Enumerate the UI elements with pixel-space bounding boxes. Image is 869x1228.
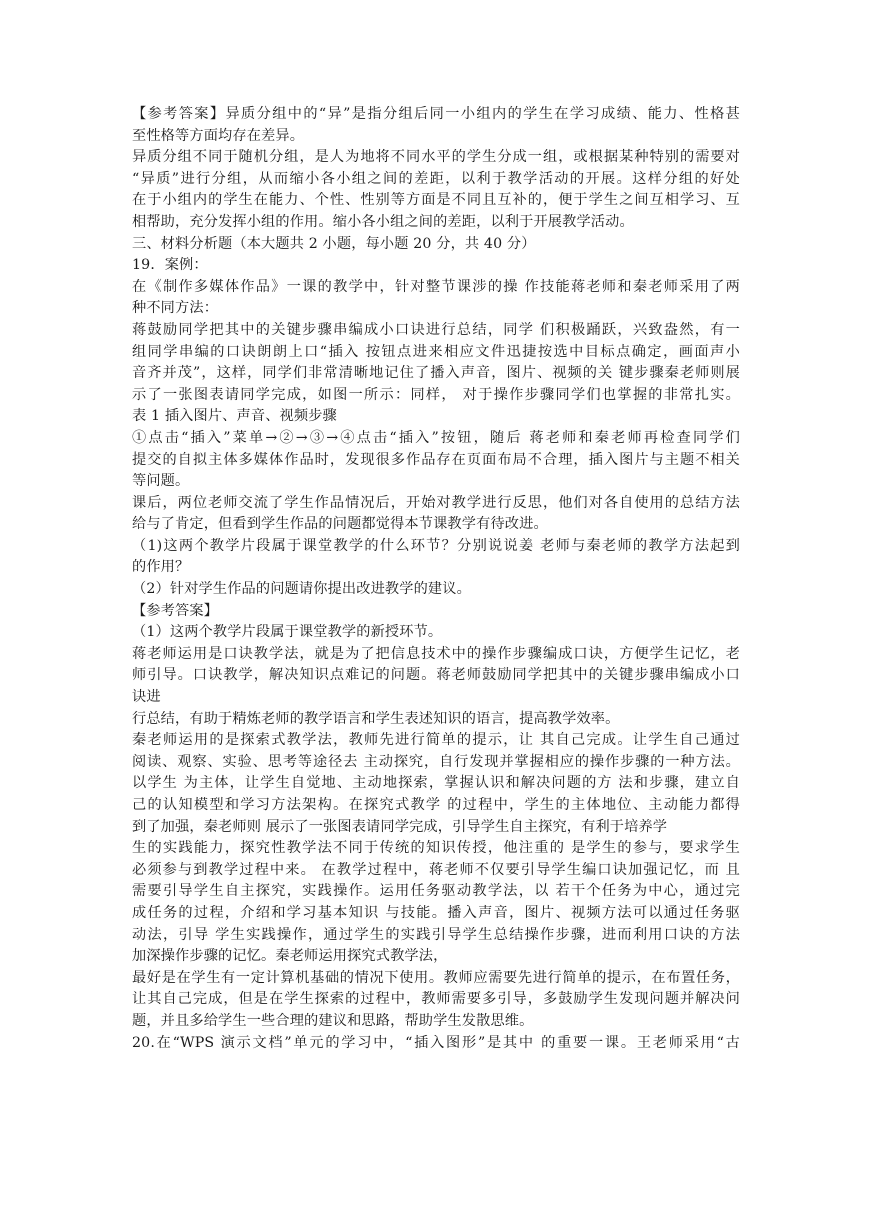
text-line: 等问题。	[132, 473, 190, 490]
text-line: 题，并且多给学生一些合理的建议和思路，帮助学生发散思维。	[132, 1012, 534, 1029]
text-line: 让其自己完成，但是在学生探索的过程中，教师需要多引导，多鼓励学生发现问题并解决问	[132, 991, 740, 1008]
text-line: （2）针对学生作品的问题请你提出改进教学的建议。	[132, 581, 471, 598]
text-line: 的作用？	[132, 559, 190, 576]
document-page	[132, 104, 740, 1054]
text-line: 需要引导学生自主探究，实践操作。运用任务驱动教学法，以 若干个任务为中心，通过完	[132, 883, 740, 900]
text-line: 在《制作多媒体作品》一课的教学中，针对整节课涉的操 作技能蒋老师和秦老师采用了两	[132, 278, 740, 295]
text-line: 【参考答案】异质分组中的“异”是指分组后同一小组内的学生在学习成绩、能力、性格甚	[132, 106, 740, 122]
text-line: （1）这两个教学片段属于课堂教学的新授环节。	[132, 624, 443, 641]
text-line: 音齐并茂”，这样，同学们非常清晰地记住了播入声音，图片、视频的关 键步骤秦老师则展	[132, 365, 740, 382]
text-line: 成任务的过程，介绍和学习基本知识 与技能。播入声音，图片、视频方法可以通过任务驱	[132, 904, 740, 921]
text-line: 表 1 插入图片、声音、视频步骤	[132, 408, 337, 425]
text-line: 生的实践能力，探究性教学法不同于传统的知识传授，他注重的 是学生的参与，要求学生	[132, 840, 740, 857]
text-line: 【参考答案】	[132, 602, 219, 619]
text-line: “异质”进行分组，从而缩小各小组之间的差距，以利于教学活动的开展。这样分组的好处	[132, 170, 740, 187]
text-line: 诀进	[132, 689, 161, 706]
text-line: 蒋老师运用是口诀教学法，就是为了把信息技术中的操作步骤编成口诀，方便学生记忆，老	[132, 645, 740, 662]
text-line: 最好是在学生有一定计算机基础的情况下使用。教师应需要先进行简单的提示，在布置任务，	[132, 969, 740, 986]
text-line: 异质分组不同于随机分组，是人为地将不同水平的学生分成一组，或根据某种特别的需要对	[132, 149, 740, 166]
text-line: 课后，两位老师交流了学生作品情况后，开始对教学进行反思，他们对各自使用的总结方法	[132, 494, 740, 511]
text-line: 己的认知模型和学习方法架构。在探究式教学 的过程中，学生的主体地位、主动能力都得	[132, 797, 740, 813]
text-line: 师引导。口诀教学，解决知识点难记的问题。蒋老师鼓励同学把其中的关键步骤串编成小口	[132, 667, 740, 684]
text-line: 种不同方法：	[132, 300, 219, 317]
text-line: 秦老师运用的是探索式教学法，教师先进行简单的提示，让 其自己完成。让学生自己通过	[132, 732, 740, 749]
text-line: 提交的自拟主体多媒体作品时，发现很多作品存在页面布局不合理，插入图片与主题不相关	[132, 451, 740, 468]
text-line: 三、材料分析题（本大题共 2 小题，每小题 20 分，共 40 分）	[132, 235, 536, 252]
text-line: 以学生 为主体，让学生自觉地、主动地探索，掌握认识和解决问题的方 法和步骤，建立自	[132, 775, 740, 792]
text-line: 到了加强，秦老师则 展示了一张图表请同学完成，引导学生自主探究，有利于培养学	[132, 818, 668, 835]
text-line: 行总结，有助于精炼老师的教学语言和学生表述知识的语言，提高教学效率。	[132, 710, 620, 727]
text-line: （1)这两个教学片段属于课堂教学的什么环节？分别说说姜 老师与秦老师的教学方法起到	[132, 537, 740, 554]
text-line: 至性格等方面均存在差异。	[132, 127, 305, 144]
text-line: 在于小组内的学生在能力、个性、性别等方面是不同且互补的，便于学生之间互相学习、互	[132, 192, 740, 209]
text-line: 动法，引导 学生实践操作，通过学生的实践引导学生总结操作步骤，进而利用口诀的方法	[132, 926, 740, 943]
text-line: 示了一张图表请同学完成，如图一所示：同样， 对于操作步骤同学们也掌握的非常扎实。	[132, 386, 740, 403]
text-line: 蒋鼓励同学把其中的关键步骤串编成小口诀进行总结，同学 们积极踊跃，兴致盎然，有一	[132, 321, 740, 338]
text-line: 20.在“WPS 演示文档”单元的学习中，“插入图形”是其中 的重要一课。王老师采用“古	[132, 1034, 740, 1051]
text-line: 相帮助，充分发挥小组的作用。缩小各小组之间的差距，以利于开展教学活动。	[132, 213, 634, 230]
text-line: 19．案例：	[132, 257, 208, 274]
text-line: 给与了肯定，但看到学生作品的问题都觉得本节课教学有待改进。	[132, 516, 548, 533]
text-line: 阅读、观察、实验、思考等途径去 主动探究，自行发现并掌握相应的操作步骤的一种方法。	[132, 753, 740, 770]
text-line: 组同学串编的口诀朗朗上口“插入 按钮点进来相应文件迅捷按选中目标点确定，画面声小	[132, 343, 740, 360]
text-line: 必须参与到教学过程中来。 在教学过程中，蒋老师不仅要引导学生编口诀加强记忆，而 且	[132, 861, 740, 878]
text-line: 加深操作步骤的记忆。秦老师运用探究式教学法，	[132, 948, 448, 965]
text-line: ①点击“插入”菜单→②→③→④点击“插入”按钮，随后 蒋老师和秦老师再检查同学们	[132, 429, 740, 446]
